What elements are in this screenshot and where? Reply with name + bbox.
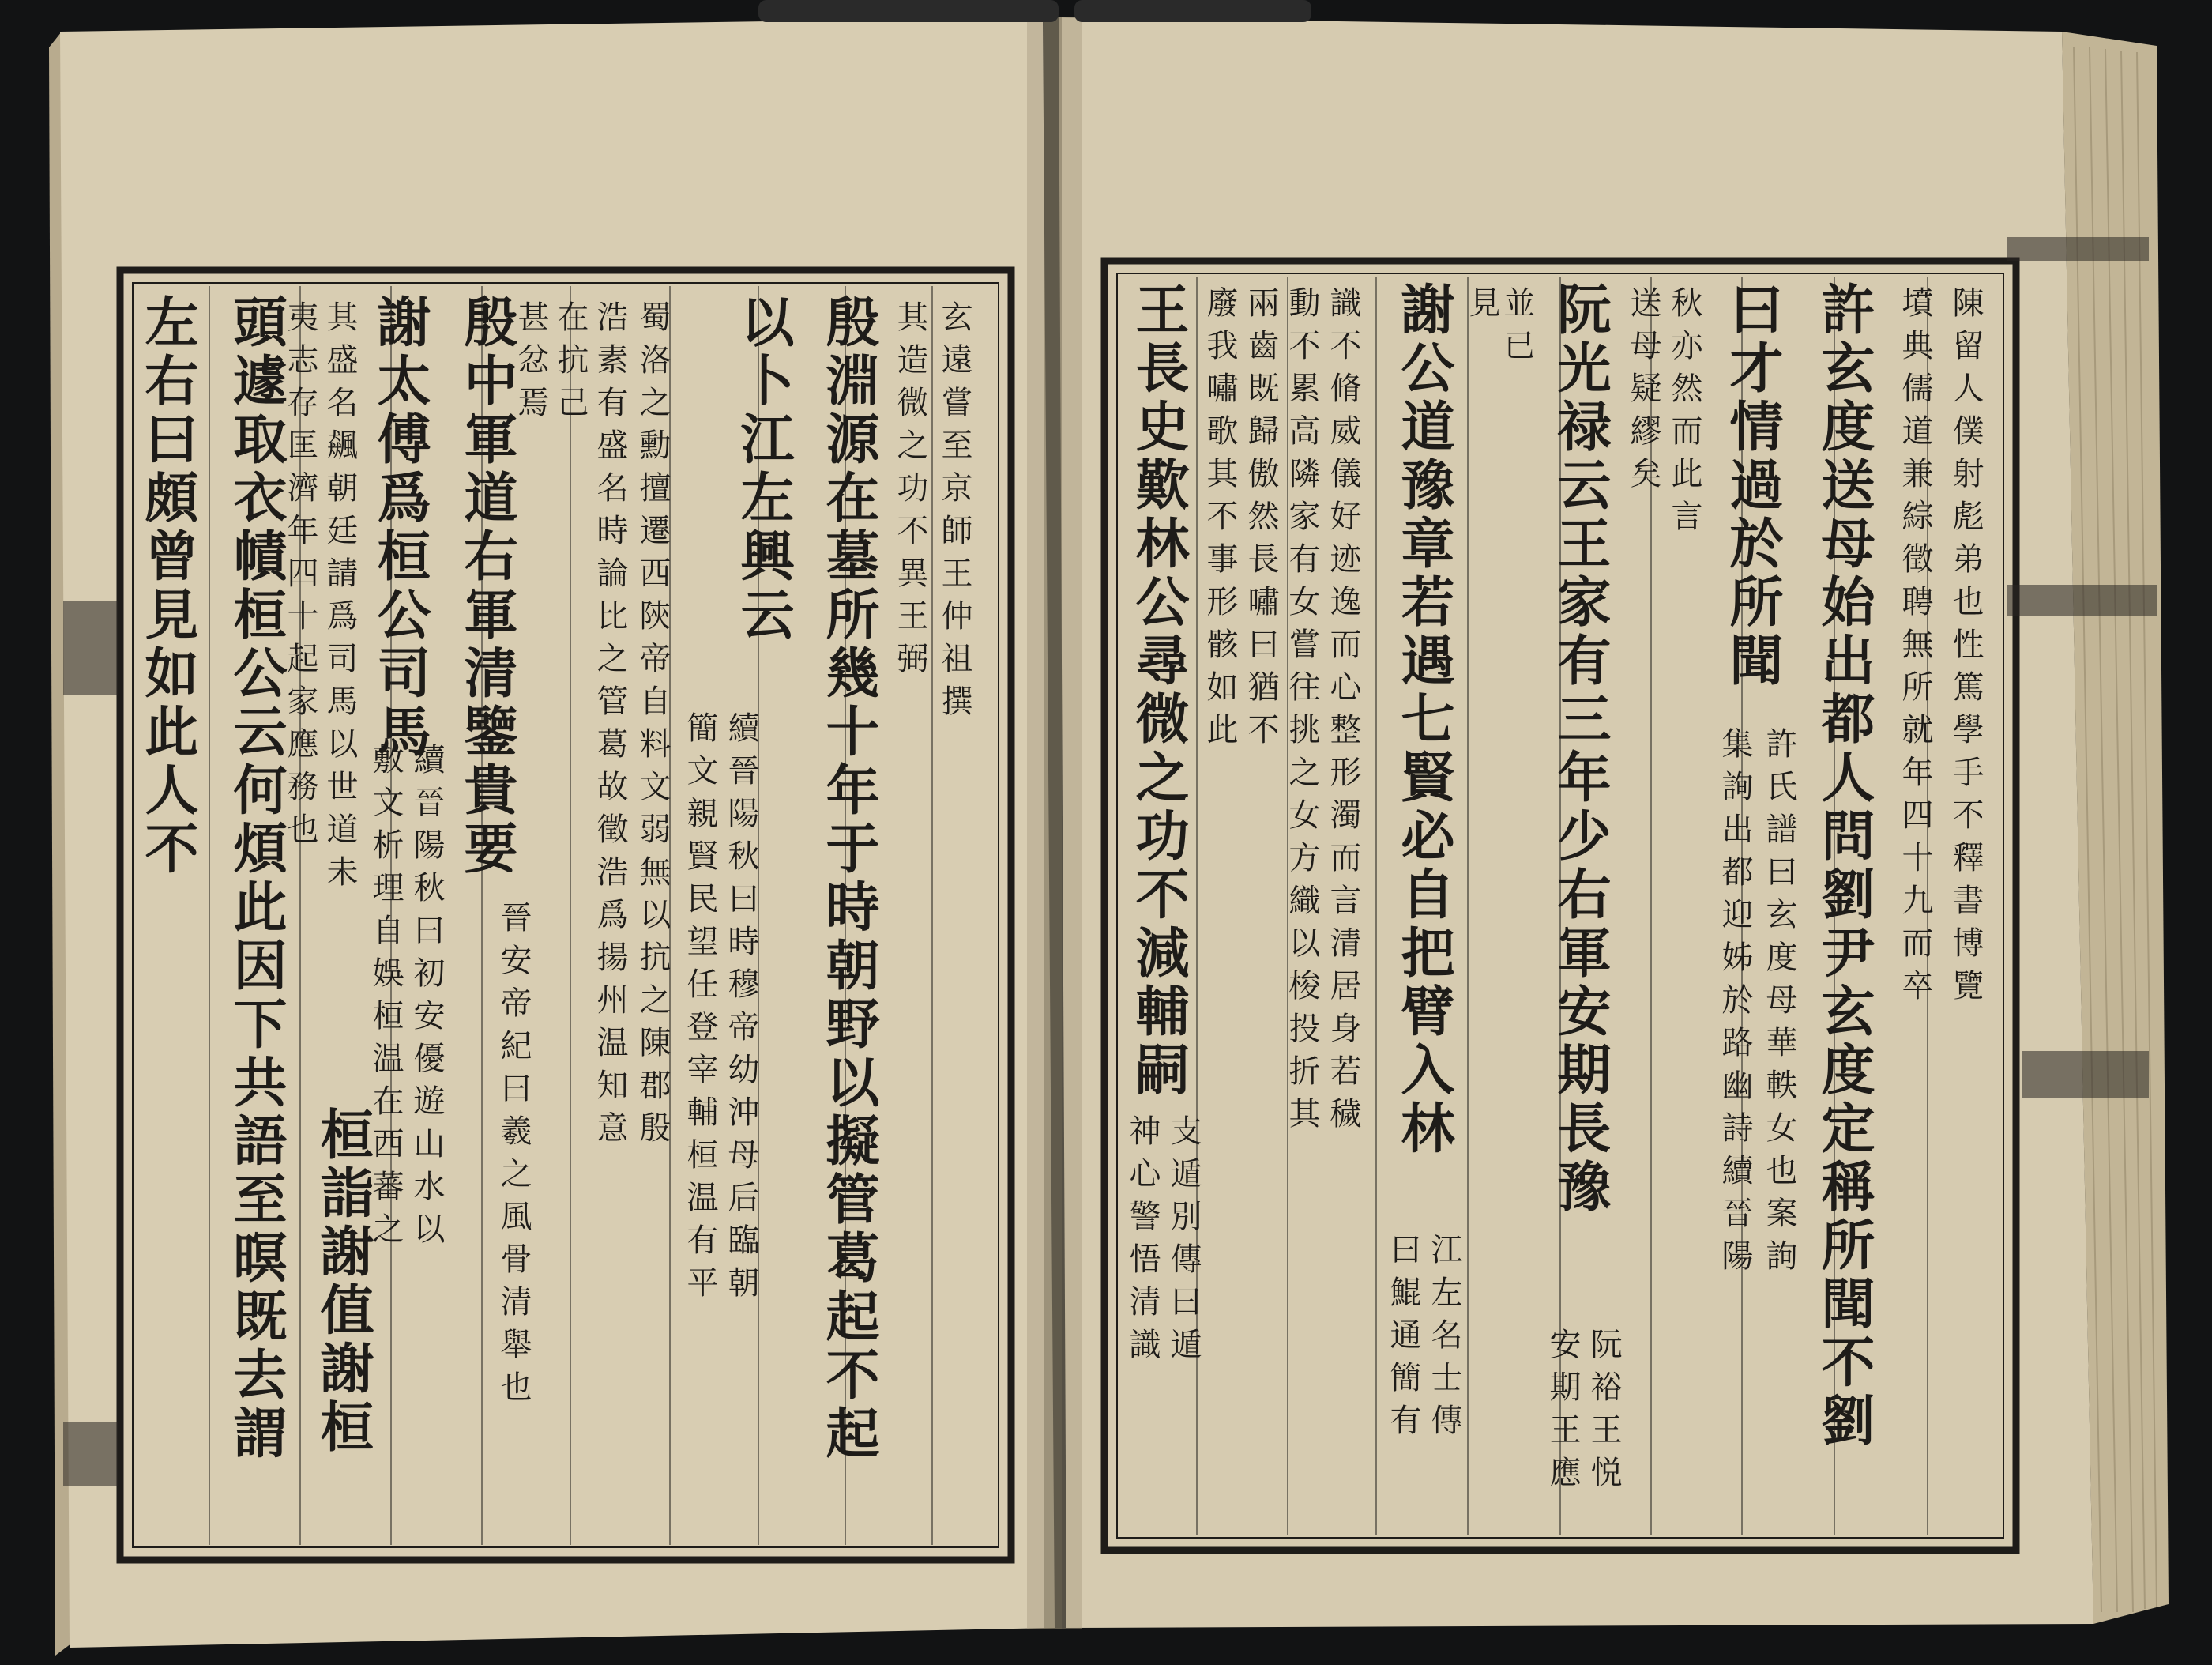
right-col-5-note: 集詢出都迎姊於路幽詩續晉陽 <box>1717 727 1753 1282</box>
left-col-11-note: 續晉陽秋曰初安優遊山水以 <box>408 743 445 1255</box>
right-col-17: 廢我嘯歌其不事形骸如此 <box>1202 286 1238 755</box>
left-col-5-note: 簡文親賢民望任登宰輔桓温有平 <box>682 711 718 1309</box>
left-col-14: 夷志存匡濟年四十起家應務也 <box>282 300 318 855</box>
left-col-10-note: 晉安帝紀曰羲之風骨清舉也 <box>495 901 532 1413</box>
left-col-6: 蜀洛之勳擅遷西陝帝自料文弱無以抗之陳郡殷 <box>634 300 671 1154</box>
left-col-11-main: 謝太傅爲桓公司馬 <box>368 294 431 762</box>
left-col-3: 殷淵源在墓所幾十年于時朝野以擬管葛起不起 <box>817 294 880 1463</box>
left-col-15: 頭遽取衣幘桓公云何煩此因下共語至暝既去謂 <box>224 294 288 1463</box>
right-col-16: 兩齒既歸傲然長嘯曰猶不 <box>1243 286 1279 755</box>
right-col-19-note: 神心警悟清識 <box>1124 1114 1161 1370</box>
right-col-7: 送母疑繆矣 <box>1625 286 1661 499</box>
right-col-14: 識不脩威儀好迹逸而心整形濁而言清居身若穢 <box>1325 286 1361 1140</box>
right-col-4-note: 許氏譜曰玄度母華軼女也案詢 <box>1761 727 1797 1282</box>
right-col-15: 動不累高隣家有女嘗往挑之女方織以梭投折其 <box>1284 286 1320 1140</box>
left-col-16: 左右曰頗曾見如此人不 <box>136 294 199 879</box>
right-col-8-main: 阮光禄云王家有三年少右軍安期長豫 <box>1548 281 1612 1217</box>
right-col-1: 陳留人僕射彪弟也性篤學手不釋書博覽 <box>1947 286 1984 1011</box>
right-col-4-main: 曰才情過於所聞 <box>1721 281 1784 691</box>
right-col-8-note: 阮裕王悦 <box>1586 1328 1622 1498</box>
right-col-18-main: 王長史歎林公尋微之功不減輔嗣 <box>1127 281 1190 1100</box>
left-col-9: 甚忿焉 <box>513 300 549 428</box>
right-col-11: 見 <box>1464 286 1500 329</box>
left-col-10-main: 殷中軍道右軍清鑒貴要 <box>455 294 518 879</box>
left-col-13: 其盛名飆朝廷請爲司馬以世道未 <box>322 300 358 898</box>
right-col-13-note: 曰鯤通簡有 <box>1385 1233 1421 1446</box>
left-col-2: 其造微之功不異王弼 <box>892 300 928 684</box>
right-col-12-main: 謝公道豫章若遇七賢必自把臂入林 <box>1392 281 1455 1158</box>
right-col-12-note: 江左名士傳 <box>1426 1233 1462 1446</box>
left-col-8: 在抗己 <box>552 300 589 428</box>
right-col-9-note: 安期王應 <box>1544 1328 1581 1498</box>
left-col-7: 浩素有盛名時論比之管葛故徵浩爲揚州温知意 <box>592 300 628 1154</box>
left-col-12-note: 敷文析理自娛桓温在西蕃之 <box>367 743 404 1255</box>
right-col-6: 秋亦然而此言 <box>1666 286 1702 542</box>
left-col-4-main: 以卜江左興云 <box>732 294 795 645</box>
left-col-14-main: 桓詣謝值謝桓 <box>311 1106 374 1457</box>
right-col-3: 許玄度送母始出都人問劉尹玄度定稱所聞不劉 <box>1812 281 1875 1451</box>
left-col-4-note: 續晉陽秋曰時穆帝幼沖母后臨朝 <box>723 711 759 1309</box>
right-col-18-note: 支遁別傳曰遁 <box>1165 1114 1202 1370</box>
right-col-2: 墳典儒道兼綜徵聘無所就年四十九而卒 <box>1897 286 1933 1011</box>
right-col-10: 並已 <box>1499 286 1535 371</box>
left-col-1: 玄遠嘗至京師王仲祖撰 <box>936 300 972 727</box>
